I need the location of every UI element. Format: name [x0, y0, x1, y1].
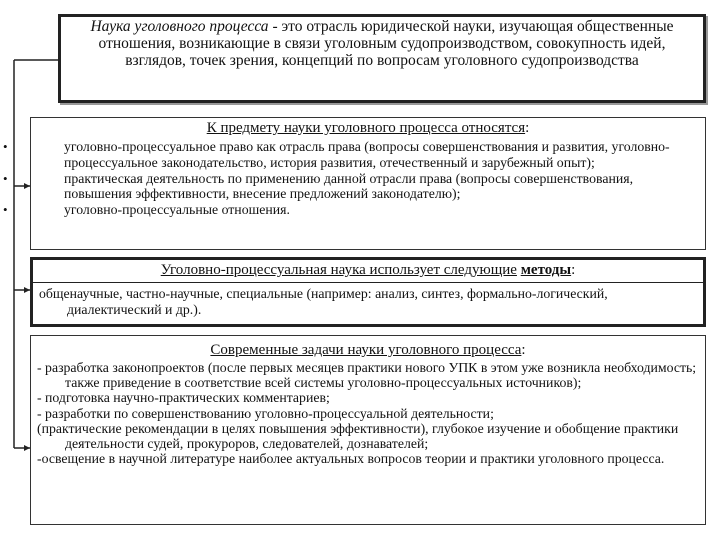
bullet-icon: • [3, 202, 8, 218]
methods-heading [33, 260, 703, 279]
methods-heading-bold: методы [520, 262, 572, 278]
tasks-heading [31, 336, 705, 359]
list-item: (практические рекомендации в целях повышения эффективности), глубокое изучение и обобщение практики деятельности судей, прокуроров, следователей, дознавателей; [37, 420, 679, 452]
list-item [3, 139, 705, 171]
subject-list [3, 139, 705, 218]
tasks-box [30, 335, 706, 525]
subject-heading [31, 118, 705, 137]
tasks-heading-underlined: Современные задачи науки уголовного процесса [210, 342, 522, 358]
methods-box [30, 257, 706, 327]
list-item [3, 202, 705, 218]
list-item: - подготовка научно-практических комментариев; [37, 390, 330, 406]
definition-term: Наука уголовного процесса [90, 18, 269, 35]
list-item: - разработки по совершенствованию уголовно-процессуальной деятельности; [37, 405, 494, 421]
methods-heading-underlined: Уголовно-процессуальная наука использует следующие [160, 262, 517, 278]
list-item: - разработка законопроектов (после первых месяцев практики нового УПК в этом уже возникла необходимость; также приведение в соответствие всей системы уголовно-процессуальных источников); [37, 360, 697, 391]
list-item [3, 170, 705, 203]
subject-box [3, 117, 706, 250]
subject-heading-underlined: К предмету науки уголовного процесса относятся [206, 120, 526, 136]
subject-heading-tail: : [525, 120, 530, 136]
tasks-heading-tail: : [521, 342, 526, 358]
definition-body: - это отрасль юридической науки, изучающая общественные отношения, возникающие в связи уголовным судопроизводством, совокупность идей, взглядов, точек зрения, концепций по вопросам уголовного судопроизводства [98, 18, 674, 69]
methods-heading-tail: : [571, 262, 576, 278]
definition-box [58, 14, 706, 103]
list-item-text: уголовно-процессуальные отношения. [64, 202, 290, 218]
list-item-text: уголовно-процессуальное право как отрасль права (вопросы совершенствования и развития, уголовно-процессуальное законодательство, история развития, отечественный и зарубежный опыт); [64, 139, 670, 170]
list-item: -освещение в научной литературе наиболее актуальных вопросов теории и практики уголовного процесса. [37, 451, 665, 467]
list-item-text: практическая деятельность по применению данной отрасли права (вопросы совершенствования, повышения эффективности, внесение предложений законодателю); [64, 170, 634, 202]
definition-text [61, 17, 703, 69]
methods-text: общенаучные, частно-научные, специальные (например: анализ, синтез, формально-логический, диалектический и др.). [39, 286, 608, 317]
bullet-icon: • [3, 170, 8, 186]
bullet-icon: • [3, 139, 8, 154]
tasks-list [31, 360, 705, 466]
